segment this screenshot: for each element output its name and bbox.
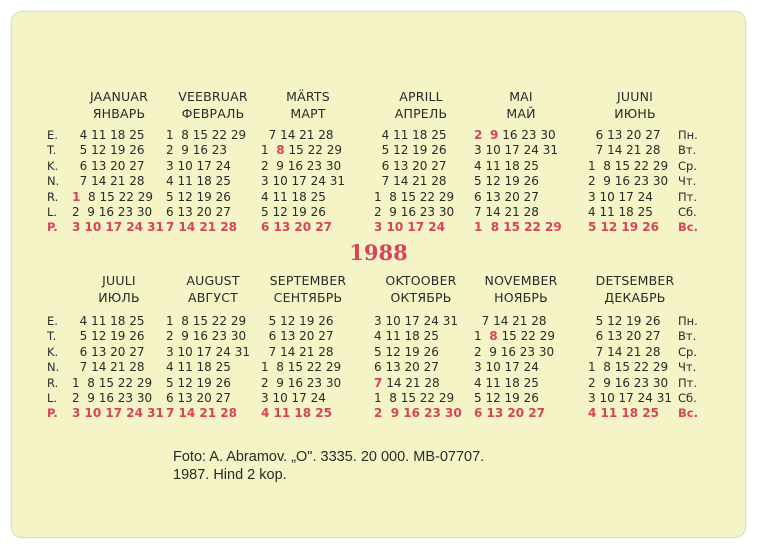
week-row: 7 14 21 28 — [261, 344, 334, 359]
week-row — [374, 375, 440, 391]
week-row: 7 14 21 28 — [72, 360, 145, 375]
week-row: 3 10 17 24 — [588, 189, 653, 204]
holiday-date: 8 — [276, 143, 285, 158]
week-row — [474, 328, 555, 344]
date: 22 — [307, 143, 323, 158]
month-name-et: NOVEMBER — [484, 273, 558, 288]
week-row: 5 12 19 26 — [474, 174, 539, 189]
date: 1 — [474, 329, 482, 344]
weekday-label-ru: Вт. — [678, 143, 697, 158]
weekday-label-et: K. — [47, 344, 59, 359]
week-row: 5 12 19 26 — [261, 314, 334, 328]
week-row: 1 8 15 22 29 — [374, 189, 455, 204]
month-name-et: JAANUAR — [89, 89, 149, 104]
week-row: 7 14 21 28 — [588, 143, 661, 158]
date: 14 — [386, 375, 402, 390]
sunday-dates: 3 10 17 24 31 — [72, 406, 164, 421]
weekday-label-ru: Чт. — [678, 174, 697, 189]
week-row: 5 12 19 26 — [72, 143, 145, 158]
footer-price-line: 1987. Hind 2 kop. — [173, 467, 287, 483]
date: 21 — [405, 375, 421, 390]
week-row: 7 14 21 28 — [474, 314, 547, 328]
week-row: 5 12 19 26 — [374, 143, 447, 158]
date: 15 — [99, 189, 115, 204]
weekday-label-ru: Сб. — [678, 205, 697, 219]
footer-credit-line: Foto: A. Abramov. „O". 3335. 20 000. MB-07707. — [173, 449, 485, 465]
week-row: 2 9 16 23 — [166, 143, 228, 158]
week-row: 1 8 15 22 29 — [166, 128, 247, 142]
weekday-label-ru: Пт. — [678, 189, 698, 204]
weekday-label-ru: Вт. — [678, 329, 697, 344]
week-row: 1 8 15 22 29 — [72, 375, 153, 390]
week-row: 2 9 16 23 30 — [474, 344, 555, 359]
week-row — [474, 405, 545, 421]
weekday-label-ru: Пт. — [678, 375, 698, 390]
week-row: 2 9 16 23 30 — [72, 205, 153, 219]
week-row: 5 12 19 26 — [588, 314, 661, 328]
month-name-et: APRILL — [399, 89, 443, 104]
week-row: 3 10 17 24 31 — [166, 344, 250, 359]
sunday-dates: 7 14 21 28 — [166, 406, 237, 421]
week-row: 3 10 17 24 — [474, 360, 539, 375]
sunday-dates: 3 10 17 24 31 — [72, 220, 164, 235]
week-row: 6 13 20 27 — [166, 205, 231, 219]
week-row: 6 13 20 27 — [72, 344, 145, 359]
sunday-dates: 6 13 20 27 — [474, 406, 545, 421]
month-name-ru: АВГУСТ — [188, 290, 238, 305]
week-row: 7 14 21 28 — [588, 344, 661, 359]
week-row: 7 14 21 28 — [261, 128, 334, 142]
week-row: 2 9 16 23 30 — [588, 174, 669, 189]
week-row: 5 12 19 26 — [166, 189, 231, 204]
week-row — [72, 405, 164, 421]
weekday-label-ru: Вс. — [678, 220, 698, 235]
weekday-label-et: T. — [47, 329, 57, 344]
week-row: 5 12 19 26 — [72, 329, 145, 344]
month-name-et: DETSEMBER — [595, 273, 675, 288]
week-row — [374, 405, 462, 421]
week-row — [261, 219, 332, 235]
week-row: 2 9 16 23 30 — [166, 329, 247, 344]
week-row: 4 11 18 25 — [166, 174, 231, 189]
date: 1 — [261, 143, 269, 158]
sunday-dates: 4 11 18 25 — [261, 406, 332, 421]
week-row — [588, 405, 659, 421]
holiday-date: 2 — [474, 128, 483, 142]
month-name-ru: МАРТ — [290, 106, 326, 121]
week-row: 4 11 18 25 — [588, 205, 653, 219]
week-row: 1 8 15 22 29 — [374, 391, 455, 405]
week-row — [261, 142, 342, 158]
month-name-et: JUUNI — [616, 89, 654, 104]
week-row: 6 13 20 27 — [72, 158, 145, 173]
month-name-ru: МАЙ — [506, 106, 536, 121]
week-row: 1 8 15 22 29 — [166, 314, 247, 328]
sunday-dates: 6 13 20 27 — [261, 220, 332, 235]
week-row: 5 12 19 26 — [261, 205, 326, 219]
weekday-label-et: P. — [47, 220, 58, 235]
week-row: 2 9 16 23 30 — [72, 391, 153, 405]
date: 22 — [520, 329, 536, 344]
weekday-label-et: T. — [47, 143, 57, 158]
week-row: 2 9 16 23 30 — [374, 205, 455, 219]
month-name-et: OKTOOBER — [385, 273, 457, 288]
month-name-ru: СЕНТЯБРЬ — [273, 290, 343, 305]
month-name-ru: ФЕВРАЛЬ — [181, 106, 245, 121]
week-row: 3 10 17 24 31 — [474, 143, 558, 158]
week-row — [374, 219, 445, 235]
weekday-label-et: R. — [47, 375, 59, 390]
week-row: 4 11 18 25 — [474, 158, 539, 173]
week-row: 3 10 17 24 31 — [374, 314, 458, 328]
week-row: 3 10 17 24 — [166, 158, 231, 173]
month-name-et: JUULI — [102, 273, 136, 288]
week-row: 3 10 17 24 — [261, 391, 326, 405]
week-row: 6 13 20 27 — [474, 189, 539, 204]
weekday-label-et: P. — [47, 406, 58, 421]
month-name-et: SEPTEMBER — [269, 273, 347, 288]
date: 29 — [539, 329, 555, 344]
weekday-label-ru: Пн. — [678, 128, 698, 142]
week-row: 6 13 20 27 — [166, 391, 231, 405]
sunday-dates: 1 8 15 22 29 — [474, 220, 562, 235]
year-heading: 1988 — [349, 240, 408, 265]
week-row — [261, 405, 332, 421]
week-row: 4 11 18 25 — [261, 189, 326, 204]
month-name-ru: АПРЕЛЬ — [394, 106, 448, 121]
date: 15 — [288, 143, 304, 158]
month-name-ru: ИЮЛЬ — [98, 290, 140, 305]
date: 30 — [540, 128, 556, 142]
week-row: 4 11 18 25 — [72, 128, 145, 142]
month-name-ru: ОКТЯБРЬ — [390, 290, 452, 305]
holiday-date: 7 — [374, 375, 383, 390]
weekday-label-et: L. — [47, 205, 58, 219]
date: 28 — [424, 375, 440, 390]
month-name-et: AUGUST — [186, 273, 240, 288]
holiday-date: 8 — [489, 329, 498, 344]
week-row: 3 10 17 24 31 — [261, 174, 345, 189]
week-row: 2 9 16 23 30 — [261, 375, 342, 390]
weekday-label-et: R. — [47, 189, 59, 204]
week-row: 2 9 16 23 30 — [588, 375, 669, 390]
week-row: 4 11 18 25 — [72, 314, 145, 328]
week-row: 5 12 19 26 — [374, 344, 439, 359]
weekday-label-et: E. — [47, 128, 58, 142]
week-row — [166, 219, 237, 235]
week-row — [166, 405, 237, 421]
month-name-ru: ДЕКАБРЬ — [604, 290, 666, 305]
weekday-label-ru: Ср. — [678, 158, 697, 173]
week-row: 7 14 21 28 — [374, 174, 447, 189]
weekday-label-et: N. — [47, 360, 60, 375]
weekday-label-ru: Сб. — [678, 391, 697, 405]
week-row: 6 13 20 27 — [588, 128, 661, 142]
date: 29 — [137, 189, 153, 204]
week-row: 7 14 21 28 — [474, 205, 539, 219]
week-row: 1 8 15 22 29 — [588, 158, 669, 173]
month-name-et: VEEBRUAR — [178, 89, 248, 104]
month-name-et: MAI — [509, 89, 533, 104]
holiday-date: 1 — [72, 189, 81, 204]
weekday-label-ru: Чт. — [678, 360, 697, 375]
sunday-dates: 4 11 18 25 — [588, 406, 659, 421]
date: 8 — [88, 189, 96, 204]
week-row — [72, 189, 153, 205]
week-row: 4 11 18 25 — [474, 375, 539, 390]
week-row: 5 12 19 26 — [166, 375, 231, 390]
date: 29 — [326, 143, 342, 158]
weekday-label-et: L. — [47, 391, 58, 405]
week-row — [474, 219, 562, 235]
week-row: 6 13 20 27 — [588, 329, 661, 344]
holiday-date: 9 — [490, 128, 499, 142]
week-row: 4 11 18 25 — [374, 329, 439, 344]
month-name-ru: ЯНВАРЬ — [92, 106, 146, 121]
week-row: 4 11 18 25 — [166, 360, 231, 375]
week-row — [72, 219, 164, 235]
week-row: 2 9 16 23 30 — [261, 158, 342, 173]
sunday-dates: 2 9 16 23 30 — [374, 406, 462, 421]
weekday-label-et: K. — [47, 158, 59, 173]
sunday-dates: 5 12 19 26 — [588, 220, 659, 235]
weekday-label-ru: Ср. — [678, 344, 697, 359]
date: 16 — [502, 128, 518, 142]
month-name-ru: НОЯБРЬ — [494, 290, 548, 305]
month-name-ru: ИЮНЬ — [614, 106, 656, 121]
week-row: 1 8 15 22 29 — [588, 360, 669, 375]
week-row: 6 13 20 27 — [374, 360, 439, 375]
week-row: 4 11 18 25 — [374, 128, 447, 142]
week-row — [474, 127, 556, 143]
week-row: 1 8 15 22 29 — [261, 360, 342, 375]
week-row: 6 13 20 27 — [261, 329, 334, 344]
weekday-label-ru: Вс. — [678, 406, 698, 421]
sunday-dates: 7 14 21 28 — [166, 220, 237, 235]
week-row — [588, 219, 659, 235]
date: 23 — [521, 128, 537, 142]
week-row: 5 12 19 26 — [474, 391, 539, 405]
weekday-label-et: E. — [47, 314, 58, 328]
sunday-dates: 3 10 17 24 — [374, 220, 445, 235]
date: 22 — [118, 189, 134, 204]
week-row: 6 13 20 27 — [374, 158, 447, 173]
week-row: 7 14 21 28 — [72, 174, 145, 189]
date: 15 — [501, 329, 517, 344]
week-row: 3 10 17 24 31 — [588, 391, 672, 405]
weekday-label-ru: Пн. — [678, 314, 698, 328]
weekday-label-et: N. — [47, 174, 60, 189]
month-name-et: MÄRTS — [286, 89, 330, 104]
